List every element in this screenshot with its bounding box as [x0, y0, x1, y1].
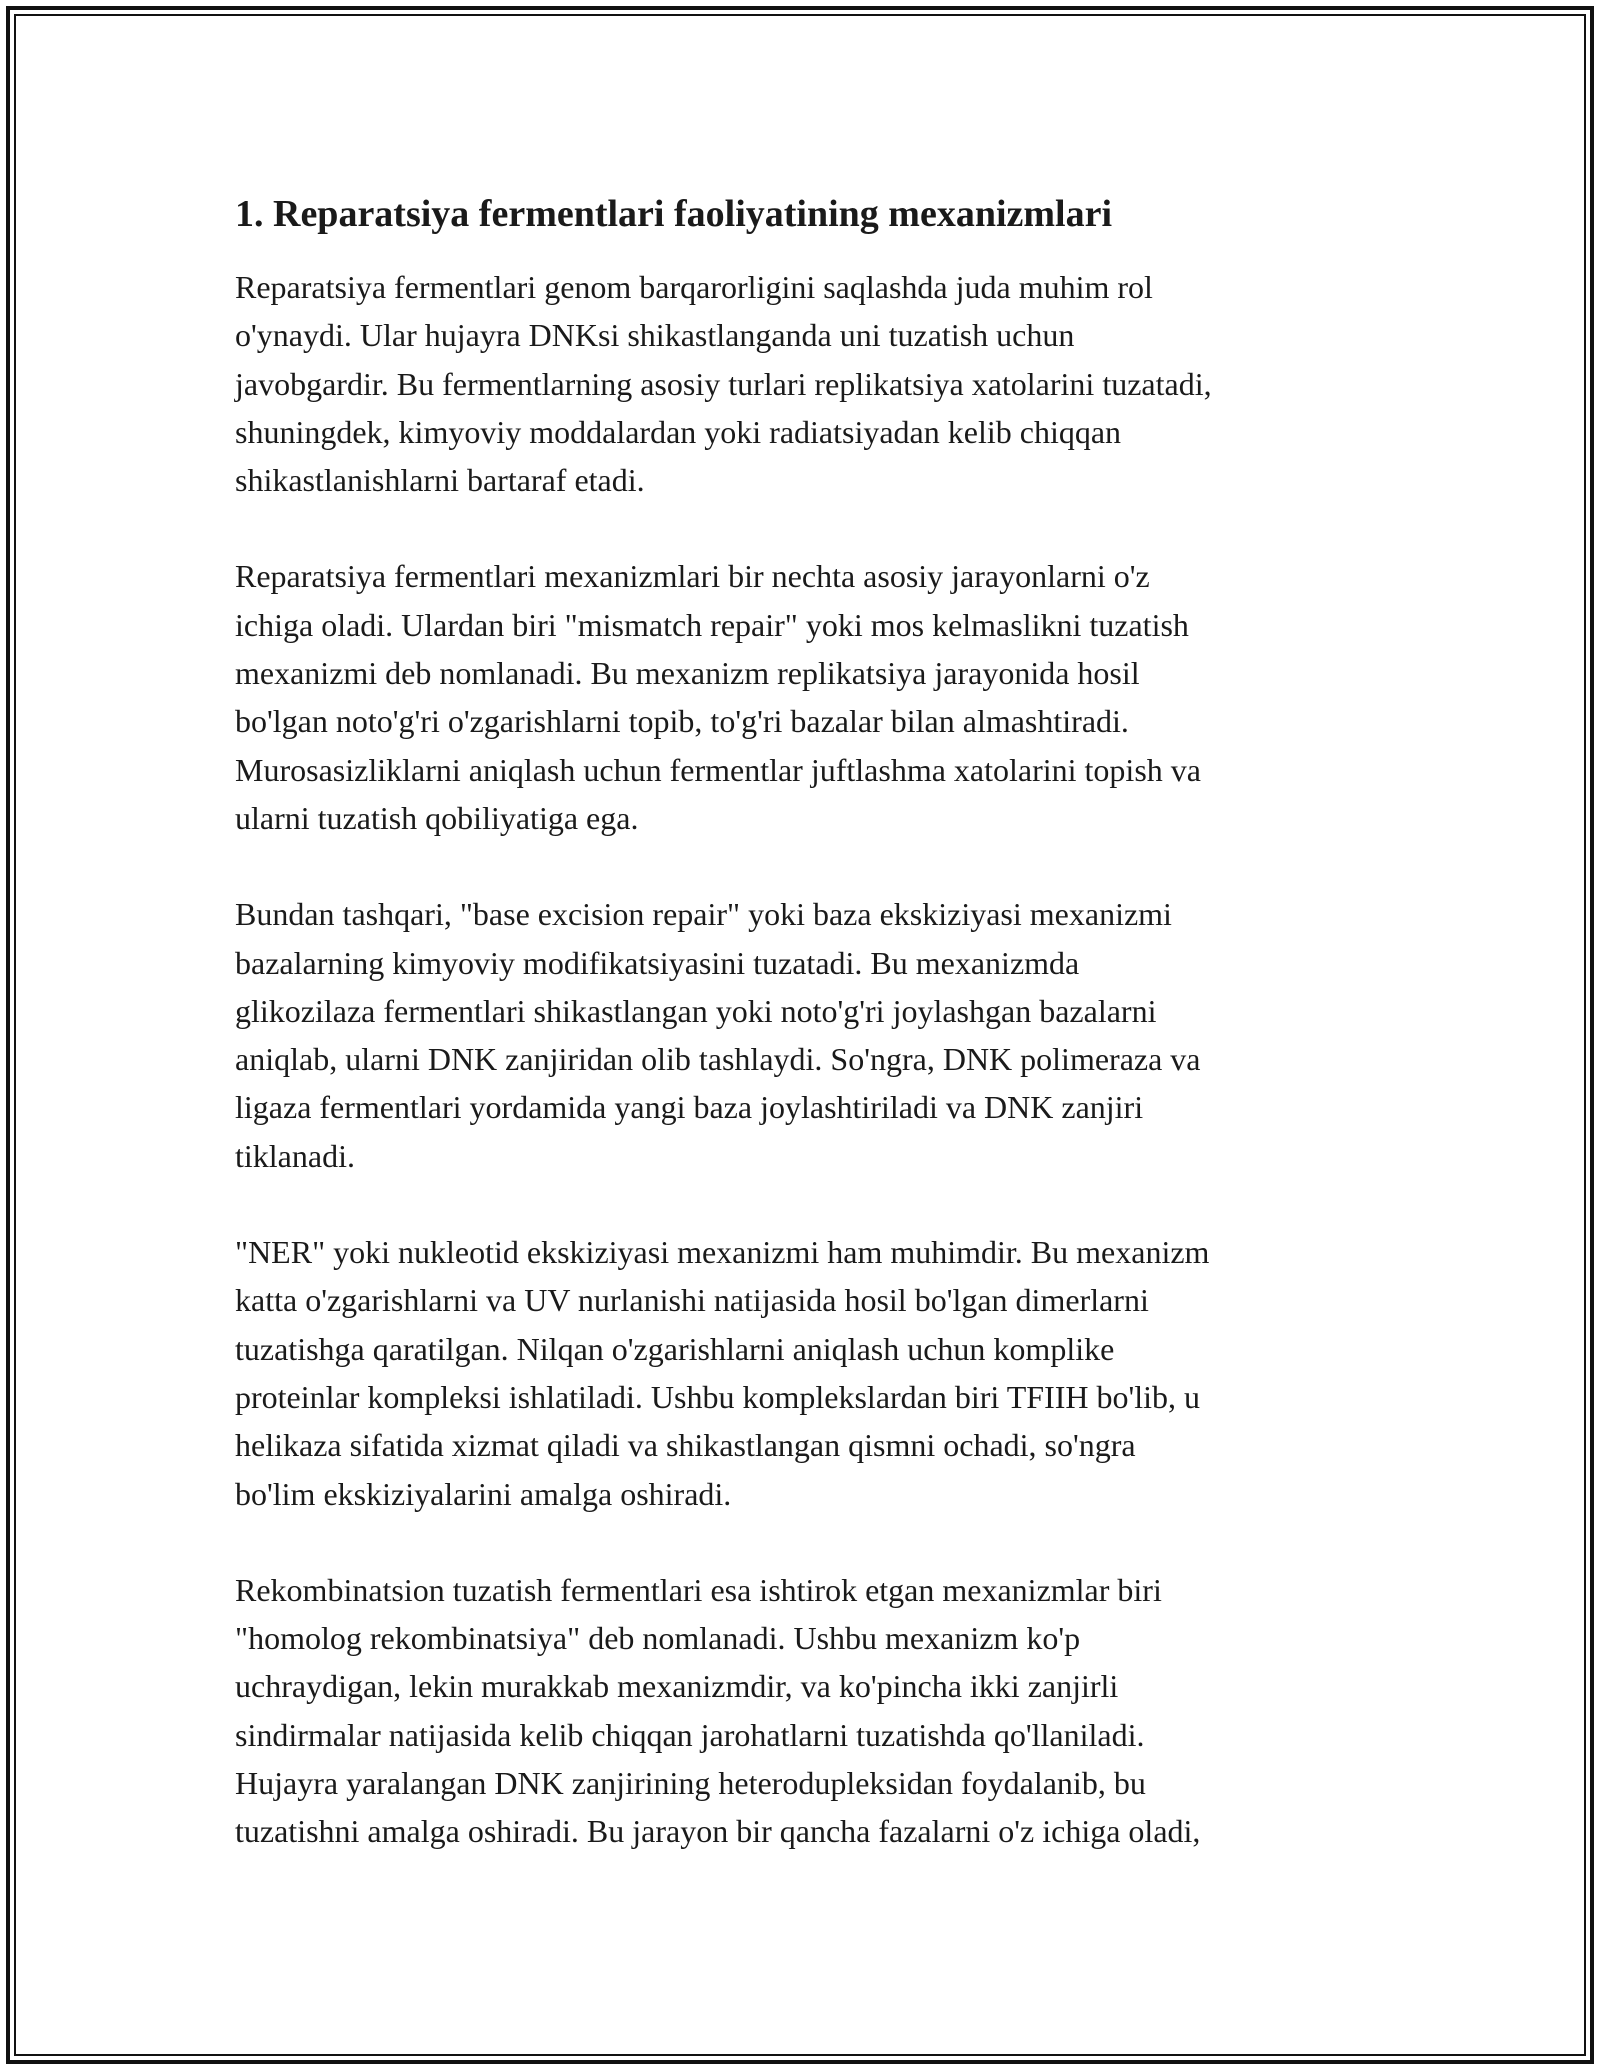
- paragraph-line: "homolog rekombinatsiya" deb nomlanadi. Ushbu mexanizm ko'p: [235, 1620, 1081, 1657]
- paragraph-line: Murosasizliklarni aniqlash uchun fermentlar juftlashma xatolarini topish va: [235, 751, 1201, 788]
- paragraph-line: "NER" yoki nukleotid ekskiziyasi mexanizmi ham muhimdir. Bu mexanizm: [235, 1234, 1210, 1271]
- paragraph-line: aniqlab, ularni DNK zanjiridan olib tashlaydi. So'ngra, DNK polimeraza va: [235, 1041, 1201, 1078]
- paragraph-5: [235, 1566, 1375, 1856]
- paragraph-line: bazalarning kimyoviy modifikatsiyasini tuzatadi. Bu mexanizmda: [235, 944, 1080, 981]
- paragraph-line: proteinlar kompleksi ishlatiladi. Ushbu komplekslardan biri TFIIH bo'lib, u: [235, 1378, 1201, 1415]
- paragraph-line: javobgardir. Bu fermentlarning asosiy turlari replikatsiya xatolarini tuzatadi,: [235, 365, 1212, 402]
- paragraph-line: shuningdek, kimyoviy moddalardan yoki radiatsiyadan kelib chiqqan: [235, 413, 1122, 450]
- paragraph-line: bo'lim ekskiziyalarini amalga oshiradi.: [235, 1475, 732, 1512]
- section-heading: 1. Reparatsiya fermentlari faoliyatining mexanizmlari: [235, 193, 1113, 235]
- paragraph-line: katta o'zgarishlarni va UV nurlanishi natijasida hosil bo'lgan dimerlarni: [235, 1282, 1149, 1319]
- paragraph-line: Reparatsiya fermentlari mexanizmlari bir nechta asosiy jarayonlarni o'z: [235, 558, 1150, 595]
- paragraph-line: uchraydigan, lekin murakkab mexanizmdir, va ko'pincha ikki zanjirli: [235, 1668, 1119, 1705]
- paragraph-line: tuzatishni amalga oshiradi. Bu jarayon bir qancha fazalarni o'z ichiga oladi,: [235, 1813, 1201, 1850]
- paragraph-line: o'ynaydi. Ular hujayra DNKsi shikastlanganda uni tuzatish uchun: [235, 317, 1075, 354]
- paragraph-2: [235, 552, 1375, 842]
- paragraph-line: ularni tuzatish qobiliyatiga ega.: [235, 799, 639, 836]
- paragraph-line: Bundan tashqari, "base excision repair" yoki baza ekskiziyasi mexanizmi: [235, 896, 1172, 933]
- paragraph-1: [235, 263, 1375, 504]
- paragraph-line: helikaza sifatida xizmat qiladi va shikastlangan qismni ochadi, so'ngra: [235, 1427, 1136, 1464]
- paragraph-4: [235, 1228, 1375, 1518]
- paragraph-line: ligaza fermentlari yordamida yangi baza joylashtiriladi va DNK zanjiri: [235, 1089, 1144, 1126]
- paragraph-line: bo'lgan noto'g'ri o'zgarishlarni topib, to'g'ri bazalar bilan almashtiradi.: [235, 703, 1129, 740]
- paragraph-line: tiklanadi.: [235, 1137, 355, 1174]
- paragraph-line: tuzatishga qaratilgan. Nilqan o'zgarishlarni aniqlash uchun komplike: [235, 1330, 1115, 1367]
- paragraph-line: sindirmalar natijasida kelib chiqqan jarohatlarni tuzatishda qo'llaniladi.: [235, 1716, 1145, 1753]
- document-body: [235, 188, 1375, 1904]
- paragraph-line: glikozilaza fermentlari shikastlangan yoki noto'g'ri joylashgan bazalarni: [235, 992, 1157, 1029]
- paragraph-line: ichiga oladi. Ulardan biri "mismatch repair" yoki mos kelmaslikni tuzatish: [235, 606, 1189, 643]
- paragraph-line: mexanizmi deb nomlanadi. Bu mexanizm replikatsiya jarayonida hosil: [235, 655, 1140, 692]
- paragraph-3: [235, 890, 1375, 1180]
- paragraph-line: Reparatsiya fermentlari genom barqarorligini saqlashda juda muhim rol: [235, 269, 1153, 305]
- paragraph-line: shikastlanishlarni bartaraf etadi.: [235, 462, 645, 499]
- paragraph-line: Rekombinatsion tuzatish fermentlari esa ishtirok etgan mexanizmlar biri: [235, 1571, 1162, 1608]
- paragraph-line: Hujayra yaralangan DNK zanjirining heterodupleksidan foydalanib, bu: [235, 1765, 1146, 1802]
